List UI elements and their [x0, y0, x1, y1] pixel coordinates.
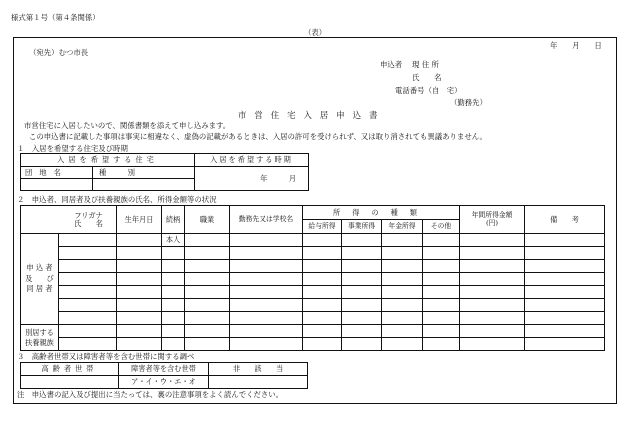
cell-business[interactable] [342, 234, 382, 247]
cell-remarks[interactable] [525, 247, 605, 260]
cell-job[interactable] [185, 234, 230, 247]
elderly-check[interactable] [21, 376, 119, 389]
col-business-income: 事業所得 [342, 220, 382, 234]
col-furigana: フリガナ [74, 210, 103, 220]
cell-birth[interactable] [117, 286, 162, 299]
col-occupation: 職業 [185, 206, 230, 234]
cell-remarks[interactable] [525, 325, 605, 338]
applicant-label: 申込者 [380, 60, 403, 69]
cell-job[interactable] [185, 299, 230, 312]
cell-workplace[interactable] [230, 299, 303, 312]
cell-business[interactable] [342, 338, 382, 351]
col-name: 氏 名 [74, 218, 103, 228]
cell-name[interactable] [59, 338, 117, 351]
cell-birth[interactable] [117, 260, 162, 273]
cell-workplace[interactable] [230, 273, 303, 286]
col-not-applicable: 非 該 当 [209, 363, 308, 376]
cell-birth[interactable] [117, 312, 162, 325]
cell-salary[interactable] [303, 273, 342, 286]
house-type-input[interactable] [93, 179, 195, 191]
group1-line1: 申 込 者 [26, 263, 53, 273]
addressee: （宛先）むつ市長 [29, 48, 89, 57]
cell-salary[interactable] [303, 338, 342, 351]
cell-remarks[interactable] [525, 338, 605, 351]
group2-line1: 別居する [25, 327, 54, 337]
cell-job[interactable] [185, 312, 230, 325]
intro-text-1: 市営住宅に入居したいので、関係書類を添えて申し込みます。 [24, 121, 231, 130]
cell-relation[interactable] [162, 260, 185, 273]
cell-birth[interactable] [117, 325, 162, 338]
cell-annual[interactable] [460, 273, 525, 286]
group1-line3: 同 居 者 [26, 284, 53, 294]
cell-other[interactable] [423, 325, 460, 338]
footnote: 注 申込書の記入及び提出に当たっては、裏の注意事項をよく読んでください。 [17, 390, 284, 399]
cell-annual[interactable] [460, 325, 525, 338]
col-other-income: その他 [423, 220, 460, 234]
col-desired-period: 入居を希望する時期 [195, 154, 309, 167]
cell-business[interactable] [342, 260, 382, 273]
cell-other[interactable] [423, 338, 460, 351]
cell-birth[interactable] [117, 234, 162, 247]
cell-annual[interactable] [460, 338, 525, 351]
cell-pension[interactable] [382, 312, 423, 325]
cell-relation[interactable] [162, 299, 185, 312]
col-workplace-school: 勤務先又は学校名 [230, 206, 303, 234]
cell-annual[interactable] [460, 299, 525, 312]
cell-birth[interactable] [117, 299, 162, 312]
group1-line2: 及 び [25, 273, 54, 283]
cell-salary[interactable] [303, 312, 342, 325]
cell-job[interactable] [185, 338, 230, 351]
cell-workplace[interactable] [230, 312, 303, 325]
cell-remarks[interactable] [525, 273, 605, 286]
col-pension-income: 年金所得 [382, 220, 423, 234]
applicant-work-phone-label[interactable]: （勤務先） [450, 98, 487, 107]
cell-relation[interactable] [162, 325, 185, 338]
applicant-address-label[interactable]: 現 住 所 [412, 60, 439, 69]
cell-pension[interactable] [382, 234, 423, 247]
cell-job[interactable] [185, 260, 230, 273]
not-applicable-check[interactable] [209, 376, 308, 389]
cell-other[interactable] [423, 247, 460, 260]
cell-name[interactable] [59, 260, 117, 273]
col-remarks: 備 考 [525, 206, 605, 234]
cell-workplace[interactable] [230, 247, 303, 260]
cell-annual[interactable] [460, 260, 525, 273]
cell-remarks[interactable] [525, 312, 605, 325]
cell-name[interactable] [59, 312, 117, 325]
section3-table [20, 362, 308, 389]
cell-salary[interactable] [303, 299, 342, 312]
section1-heading: １ 入居を希望する住宅及び時期 [17, 144, 128, 153]
cell-name[interactable] [59, 286, 117, 299]
col-furigana-name [21, 206, 117, 234]
cell-name[interactable] [59, 247, 117, 260]
cell-salary[interactable] [303, 234, 342, 247]
cell-salary[interactable] [303, 325, 342, 338]
cell-other[interactable] [423, 299, 460, 312]
section1-table [20, 153, 309, 191]
section2-heading: ２ 申込者、同居者及び扶養親族の氏名、所得金額等の状況 [17, 195, 217, 204]
estate-name-input[interactable] [21, 179, 93, 191]
cell-annual[interactable] [460, 247, 525, 260]
cell-business[interactable] [342, 273, 382, 286]
cell-other[interactable] [423, 273, 460, 286]
cell-job[interactable] [185, 325, 230, 338]
cell-pension[interactable] [382, 286, 423, 299]
intro-text-2: この申込書に記載した事項は事実に相違なく、虚偽の記載があるときは、入居の許可を受けられず、又は取り消されても異議ありません。 [29, 132, 487, 141]
cell-remarks[interactable] [525, 299, 605, 312]
cell-relation[interactable] [162, 273, 185, 286]
cell-birth[interactable] [117, 338, 162, 351]
desired-period-input[interactable]: 年 月 [195, 167, 309, 191]
cell-salary[interactable] [303, 286, 342, 299]
cell-annual[interactable] [460, 312, 525, 325]
cell-relation[interactable] [162, 312, 185, 325]
col-income-kind: 所得の種類 [303, 206, 460, 220]
cell-name[interactable] [59, 234, 117, 247]
cell-name[interactable] [59, 299, 117, 312]
cell-other[interactable] [423, 234, 460, 247]
cell-salary[interactable] [303, 260, 342, 273]
cell-business[interactable] [342, 247, 382, 260]
cell-workplace[interactable] [230, 260, 303, 273]
cell-business[interactable] [342, 312, 382, 325]
col-disabled-household: 障害者等を含む世帯 [119, 363, 209, 376]
cell-remarks[interactable] [525, 286, 605, 299]
cell-pension[interactable] [382, 325, 423, 338]
col-relation: 続柄 [162, 206, 185, 234]
cell-pension[interactable] [382, 260, 423, 273]
cell-job[interactable] [185, 247, 230, 260]
cell-remarks[interactable] [525, 234, 605, 247]
applicant-name-label[interactable]: 氏 名 [412, 73, 442, 82]
cell-business[interactable] [342, 325, 382, 338]
cell-pension[interactable] [382, 338, 423, 351]
col-desired-house: 入居を希望する住宅 [21, 154, 195, 167]
col-birthdate: 生年月日 [117, 206, 162, 234]
cell-birth[interactable] [117, 273, 162, 286]
cell-job[interactable] [185, 286, 230, 299]
cell-business[interactable] [342, 299, 382, 312]
cell-pension[interactable] [382, 299, 423, 312]
group2-line2: 扶養親族 [25, 337, 54, 347]
section2-table [20, 205, 605, 351]
cell-workplace[interactable] [230, 338, 303, 351]
cell-relation[interactable] [162, 247, 185, 260]
date-line[interactable]: 年 月 日 [550, 41, 602, 50]
group-separate-dependents [21, 325, 59, 351]
page-side-label: （表） [304, 28, 327, 37]
cell-remarks[interactable] [525, 260, 605, 273]
cell-other[interactable] [423, 312, 460, 325]
cell-annual[interactable] [460, 234, 525, 247]
col-annual-income [460, 206, 525, 234]
cell-other[interactable] [423, 260, 460, 273]
cell-birth[interactable] [117, 247, 162, 260]
cell-relation[interactable] [162, 338, 185, 351]
col-annual-income-label: 年間所得金額 [471, 211, 513, 220]
cell-other[interactable] [423, 286, 460, 299]
applicant-phone-label[interactable]: 電話番号（自 宅） [395, 86, 462, 95]
cell-name[interactable] [59, 325, 117, 338]
cell-pension[interactable] [382, 273, 423, 286]
cell-workplace[interactable] [230, 234, 303, 247]
section3-heading: ３ 高齢者世帯又は障害者等を含む世帯に関する調べ [17, 352, 195, 361]
document-title: 市営住宅入居申込書 [238, 110, 386, 120]
cell-pension[interactable] [382, 247, 423, 260]
form-number: 様式第１号（第４条関係） [11, 13, 100, 22]
col-salary-income: 給与所得 [303, 220, 342, 234]
cell-job[interactable] [185, 273, 230, 286]
disabled-options[interactable]: ア・イ・ウ・エ・オ [119, 376, 209, 389]
col-estate-name: 団 地 名 [21, 167, 93, 179]
col-annual-income-unit: (円) [485, 218, 499, 227]
group-applicant-cohabitants [21, 234, 59, 325]
cell-business[interactable] [342, 286, 382, 299]
cell-relation[interactable] [162, 286, 185, 299]
cell-name[interactable] [59, 273, 117, 286]
cell-salary[interactable] [303, 247, 342, 260]
col-house-type: 種 別 [93, 167, 195, 179]
cell-workplace[interactable] [230, 286, 303, 299]
cell-workplace[interactable] [230, 325, 303, 338]
cell-annual[interactable] [460, 286, 525, 299]
col-elderly-household: 高齢者世帯 [21, 363, 119, 376]
self-relation: 本人 [162, 234, 185, 247]
